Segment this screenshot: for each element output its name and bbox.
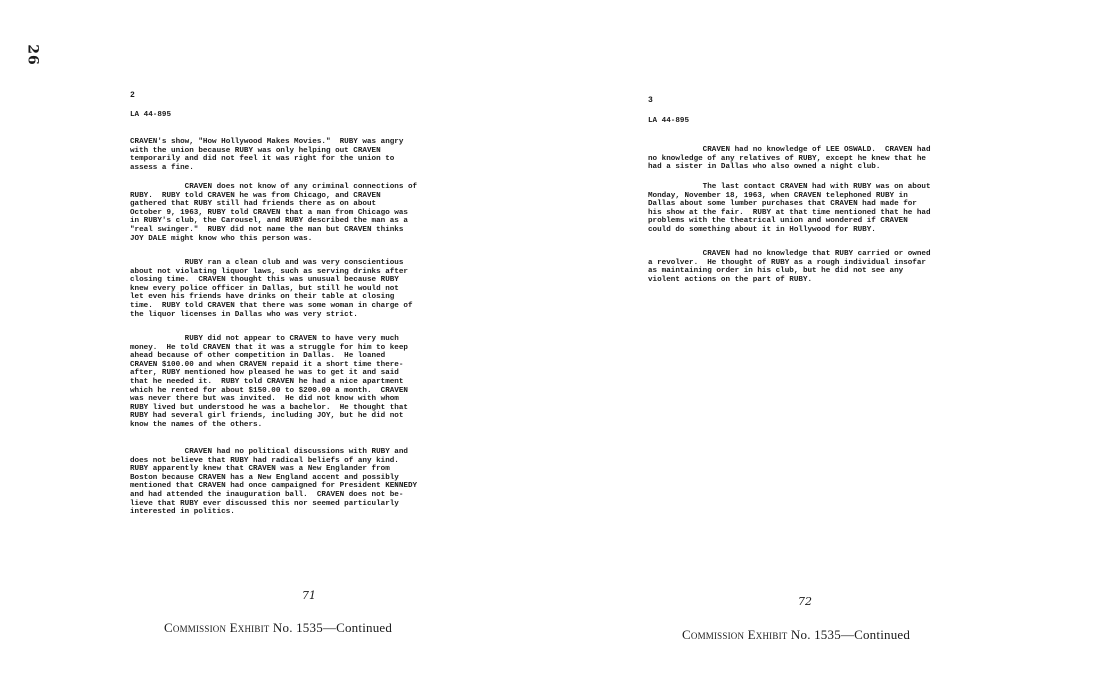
paragraph: The last contact CRAVEN had with RUBY was on about Monday, November 18, 1963, when CRAVEN telephoned RUBY in Dallas about some lumber purchases that CRAVEN had made for his show at the fair. RUBY at that time mentioned that he had problems with the theatrical union and wondered if CRAVEN could do something about it in Hollywood for RUBY. xyxy=(648,183,931,234)
page-number: 3 xyxy=(648,96,653,105)
paragraph: RUBY ran a clean club and was very conscientious about not violating liquor laws, such as serving drinks after closing time. CRAVEN thought this was unusual because RUBY knew every police officer in Dallas, but still he would not let even his friends have drinks on their table at closing time. RUBY told CRAVEN that there was some woman in charge of the liquor licenses in Dallas who was very strict. xyxy=(130,259,413,319)
exhibit-caption-prefix: Commission Exhibit xyxy=(164,620,270,635)
file-number: LA 44-895 xyxy=(648,117,690,125)
side-page-number: 26 xyxy=(24,44,41,66)
exhibit-caption xyxy=(682,627,911,642)
paragraph: CRAVEN had no knowledge that RUBY carried or owned a revolver. He thought of RUBY as a rough individual insofar as maintaining order in his club, but he did not see any violent actions on the part of RUBY. xyxy=(648,250,931,284)
paragraph: CRAVEN had no knowledge of LEE OSWALD. CRAVEN had no knowledge of any relatives of RUBY, except he knew that he had a sister in Dallas who also owned a night club. xyxy=(648,146,931,172)
page-number: 2 xyxy=(130,91,135,100)
file-number: LA 44-895 xyxy=(130,111,172,119)
paragraph: CRAVEN had no political discussions with RUBY and does not believe that RUBY had radical beliefs of any kind. RUBY apparently knew that CRAVEN was a New Englander from Boston because CRAVEN has a New England accent and possibly mentioned that CRAVEN had once campaigned for President KENNEDY and had attended the inauguration ball. CRAVEN does not be- lieve that RUBY ever discussed this nor seemed particularly interested in politics. xyxy=(130,448,418,517)
exhibit-caption-suffix: No. 1535—Continued xyxy=(272,620,393,635)
handwritten-page-number: 72 xyxy=(798,595,812,608)
paragraph: RUBY did not appear to CRAVEN to have very much money. He told CRAVEN that it was a struggle for him to keep ahead because of other competition in Dallas. He loaned CRAVEN $100.00 and when CRAVEN repaid it a short time there- after, RUBY mentioned how pleased he was to get it and said that he needed it. RUBY told CRAVEN he had a nice apartment which he rented for about $150.00 to $200.00 a month. CRAVEN was never there but was invited. He did not know with whom RUBY lived but understood he was a bachelor. He thought that RUBY had several girl friends, including JOY, but he did not know the names of the others. xyxy=(130,335,408,429)
paragraph: CRAVEN's show, "How Hollywood Makes Movies." RUBY was angry with the union because RUBY was only helping out CRAVEN temporarily and did not feel it was right for the union to assess a fine. xyxy=(130,138,404,172)
exhibit-caption-suffix: No. 1535—Continued xyxy=(790,627,911,642)
handwritten-page-number: 71 xyxy=(302,589,316,602)
exhibit-caption xyxy=(164,620,393,635)
paragraph: CRAVEN does not know of any criminal connections of RUBY. RUBY told CRAVEN he was from Chicago, and CRAVEN gathered that RUBY still had friends there as on about October 9, 1963, RUBY told CRAVEN that a man from Chicago was in RUBY's club, the Carousel, and RUBY described the man as a "real swinger." RUBY did not name the man but CRAVEN thinks JOY DALE might know who this person was. xyxy=(130,183,418,243)
exhibit-caption-prefix: Commission Exhibit xyxy=(682,627,788,642)
